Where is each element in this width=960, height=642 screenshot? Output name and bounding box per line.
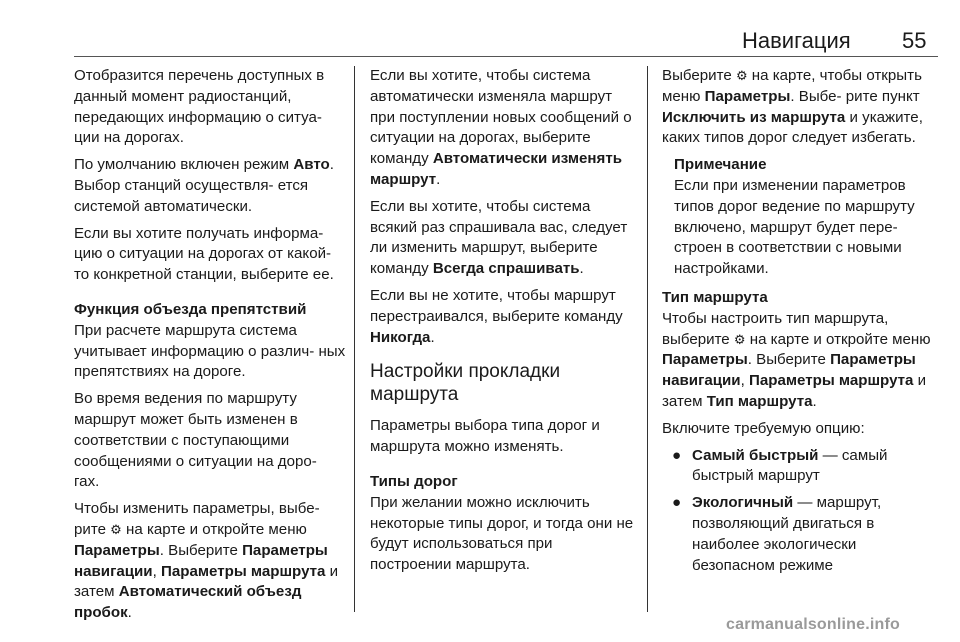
section-title: Настройки прокладки маршрута <box>370 361 561 406</box>
paragraph: Отобразится перечень доступных в данный момент радиостанций, передающих информацию о ситуа- ции на дорогах. <box>74 67 325 147</box>
paragraph: Во время ведения по маршруту маршрут может быть изменен в соответствии с поступающими сообщениями о ситуации на доро- гах. <box>74 390 317 491</box>
paragraph: Включите требуемую опцию: <box>662 419 865 437</box>
paragraph: При желании можно исключить некоторые типы дорог, и тогда они не будут использоваться при построении маршрута. <box>370 493 634 574</box>
bullet-icon: ● <box>672 446 682 464</box>
page-number: 55 <box>902 28 927 53</box>
list-item: ● Самый быстрый — самый быстрый маршрут <box>672 446 888 485</box>
column-3 <box>662 66 936 582</box>
column-1 <box>74 66 346 630</box>
option-list <box>662 446 936 577</box>
section-heading: Функция объезда препятствий <box>74 300 307 318</box>
page-header <box>0 0 960 58</box>
watermark: carmanualsonline.info <box>726 616 901 633</box>
paragraph: Выберите ⚙ на карте, чтобы открыть меню Параметры. Выбе- рите пункт Исключить из маршрута и укажите, каких типов дорог следует избегать. <box>662 67 923 147</box>
header-divider <box>74 56 938 57</box>
settings-gear-icon: ⚙ <box>110 521 122 537</box>
settings-gear-icon: ⚙ <box>735 68 748 83</box>
column-2 <box>370 66 636 582</box>
paragraph: Если вы не хотите, чтобы маршрут перестраивался, выберите команду Никогда. <box>370 286 623 346</box>
list-item: ● Экологичный — маршрут, позволяющий двигаться в наиболее экологически безопасном режиме <box>672 494 882 574</box>
paragraph: При расчете маршрута система учитывает информацию о различ- ных препятствиях на дороге. <box>74 321 346 381</box>
page-title: Навигация <box>742 28 851 53</box>
paragraph: Если вы хотите, чтобы система автоматически изменяла маршрут при поступлении новых сообщений о ситуации на дорогах, выберите команду Автоматически изменять маршрут. <box>370 67 632 188</box>
option-auto: Авто <box>293 156 330 174</box>
column-divider-1 <box>354 66 355 612</box>
note-text: Если при изменении параметров типов дорог ведение по маршруту включено, маршрут будет пере- строен в соответствии с новыми настройками. <box>674 176 915 278</box>
section-heading: Типы дорог <box>370 472 458 490</box>
paragraph: Если вы хотите, чтобы система всякий раз спрашивала вас, следует ли изменить маршрут, выберите команду Всегда спрашивать. <box>370 197 628 278</box>
paragraph: Чтобы изменить параметры, выбе- рите ⚙ на карте и откройте меню Параметры. Выберите Параметры навигации, Параметры маршрута и затем Автоматический объезд пробок. <box>74 500 339 622</box>
section-heading: Тип маршрута <box>662 288 768 306</box>
note-title: Примечание <box>674 156 767 174</box>
bullet-icon: ● <box>672 494 682 512</box>
column-divider-2 <box>647 66 648 612</box>
settings-gear-icon: ⚙ <box>733 331 746 347</box>
paragraph: Чтобы настроить тип маршрута, выберите ⚙ на карте и откройте меню Параметры. Выберите Параметры навигации, Параметры маршрута и затем Тип маршрута. <box>662 309 931 410</box>
paragraph: По умолчанию включен режим Авто. Выбор станций осуществля- ется системой автоматически. <box>74 156 334 215</box>
paragraph: Если вы хотите получать информа- цию о ситуации на дорогах от какой-то конкретной станции, выберите ее. <box>74 224 334 284</box>
paragraph: Параметры выбора типа дорог и маршрута можно изменять. <box>370 417 600 456</box>
note-box <box>662 155 936 280</box>
